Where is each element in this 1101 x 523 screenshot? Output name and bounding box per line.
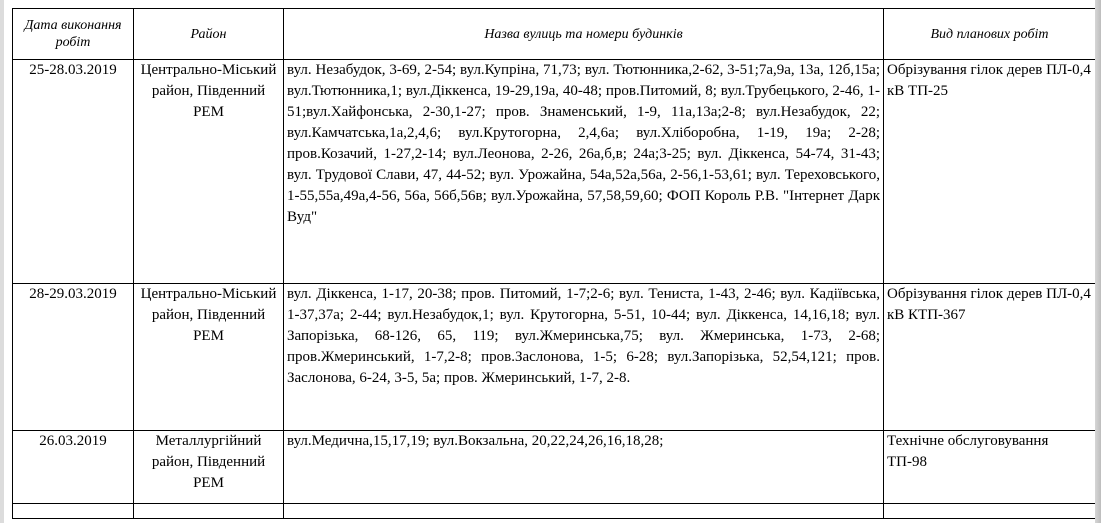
date-cell: 26.03.2019: [13, 431, 134, 504]
table-row: [13, 431, 1096, 504]
document-page: [4, 0, 1095, 523]
streets-cell: вул. Діккенса, 1-17, 20-38; пров. Питомий, 1-7;2-6; вул. Тениста, 1-43, 2-46; вул. Кадіївська, 1-37,37а; 2-44; вул.Незабудок,1; вул. Крутогорна, 5-51, 10-44; вул. Діккенса, 14,16,18; вул. Запорізька, 68-126, 65, 119; вул.Жмеринська,75; вул. Жмеринська, 1-73, 2-68; пров.Жмеринський, 1-7,2-8; пров.Заслонова, 1-5; 6-28; вул.Запорізька, 52,54,121; пров. Заслонова, 6-24, 3-5, 5а; пров. Жмеринський, 1-7, 2-8.: [284, 284, 884, 431]
header-streets: Назва вулиць та номери будинків: [284, 9, 884, 60]
date-cell: 28-29.03.2019: [13, 284, 134, 431]
district-cell: Центрально-Міський район, Південний РЕМ: [134, 284, 284, 431]
streets-cell: вул.Медична,15,17,19; вул.Вокзальна, 20,22,24,26,16,18,28;: [284, 431, 884, 504]
empty-cell: [134, 504, 284, 519]
district-cell: Металлургійний район, Південний РЕМ: [134, 431, 284, 504]
date-cell: 25-28.03.2019: [13, 60, 134, 284]
header-district: Район: [134, 9, 284, 60]
table-row: [13, 284, 1096, 431]
district-cell: Центрально-Міський район, Південний РЕМ: [134, 60, 284, 284]
streets-cell: вул. Незабудок, 3-69, 2-54; вул.Купріна, 71,73; вул. Тютюнника,2-62, 3-51;7а,9а, 13а, 12б,15а; вул.Тютюнника,1; вул.Діккенса, 19-29,19а, 40-48; пров.Питомий, 8; вул.Трубецького, 2-46, 1-51;вул.Хайфонська, 2-30,1-27; пров. Знаменський, 1-9, 11а,13а;2-8; вул.Незабудок, 22; вул.Камчатська,1а,2,4,6; вул.Крутогорна, 2,4,6а; вул.Хліборобна, 1-19, 19а; 2-28; пров.Козачий, 1-27,2-14; вул.Леонова, 2-26, 26а,б,в; 24а;3-25; вул. Діккенса, 54-74, 31-43; вул. Трудової Слави, 47, 44-52; вул. Урожайна, 54а,52а,56а, 2-56,1-53,61; вул. Тереховського, 1-55,55а,49а,4-56, 56а, 56б,56в; вул.Урожайна, 57,58,59,60; ФОП Король Р.В. "Інтернет Дарк Вуд": [284, 60, 884, 284]
work-type-cell: Обрізування гілок дерев ПЛ-0,4 кВ ТП-25: [884, 60, 1096, 284]
empty-cell: [13, 504, 134, 519]
table-row-empty: [13, 504, 1096, 519]
empty-cell: [284, 504, 884, 519]
work-type-cell: Обрізування гілок дерев ПЛ-0,4 кВ КТП-367: [884, 284, 1096, 431]
work-type-cell: Технічне обслуговування ТП-98: [884, 431, 1096, 504]
table-header-row: [13, 9, 1096, 60]
planned-works-table: [12, 8, 1096, 519]
empty-cell: [884, 504, 1096, 519]
header-date: Дата виконання робіт: [13, 9, 134, 60]
window-edge: [1095, 0, 1101, 523]
table-row: [13, 60, 1096, 284]
header-work-type: Вид планових робіт: [884, 9, 1096, 60]
